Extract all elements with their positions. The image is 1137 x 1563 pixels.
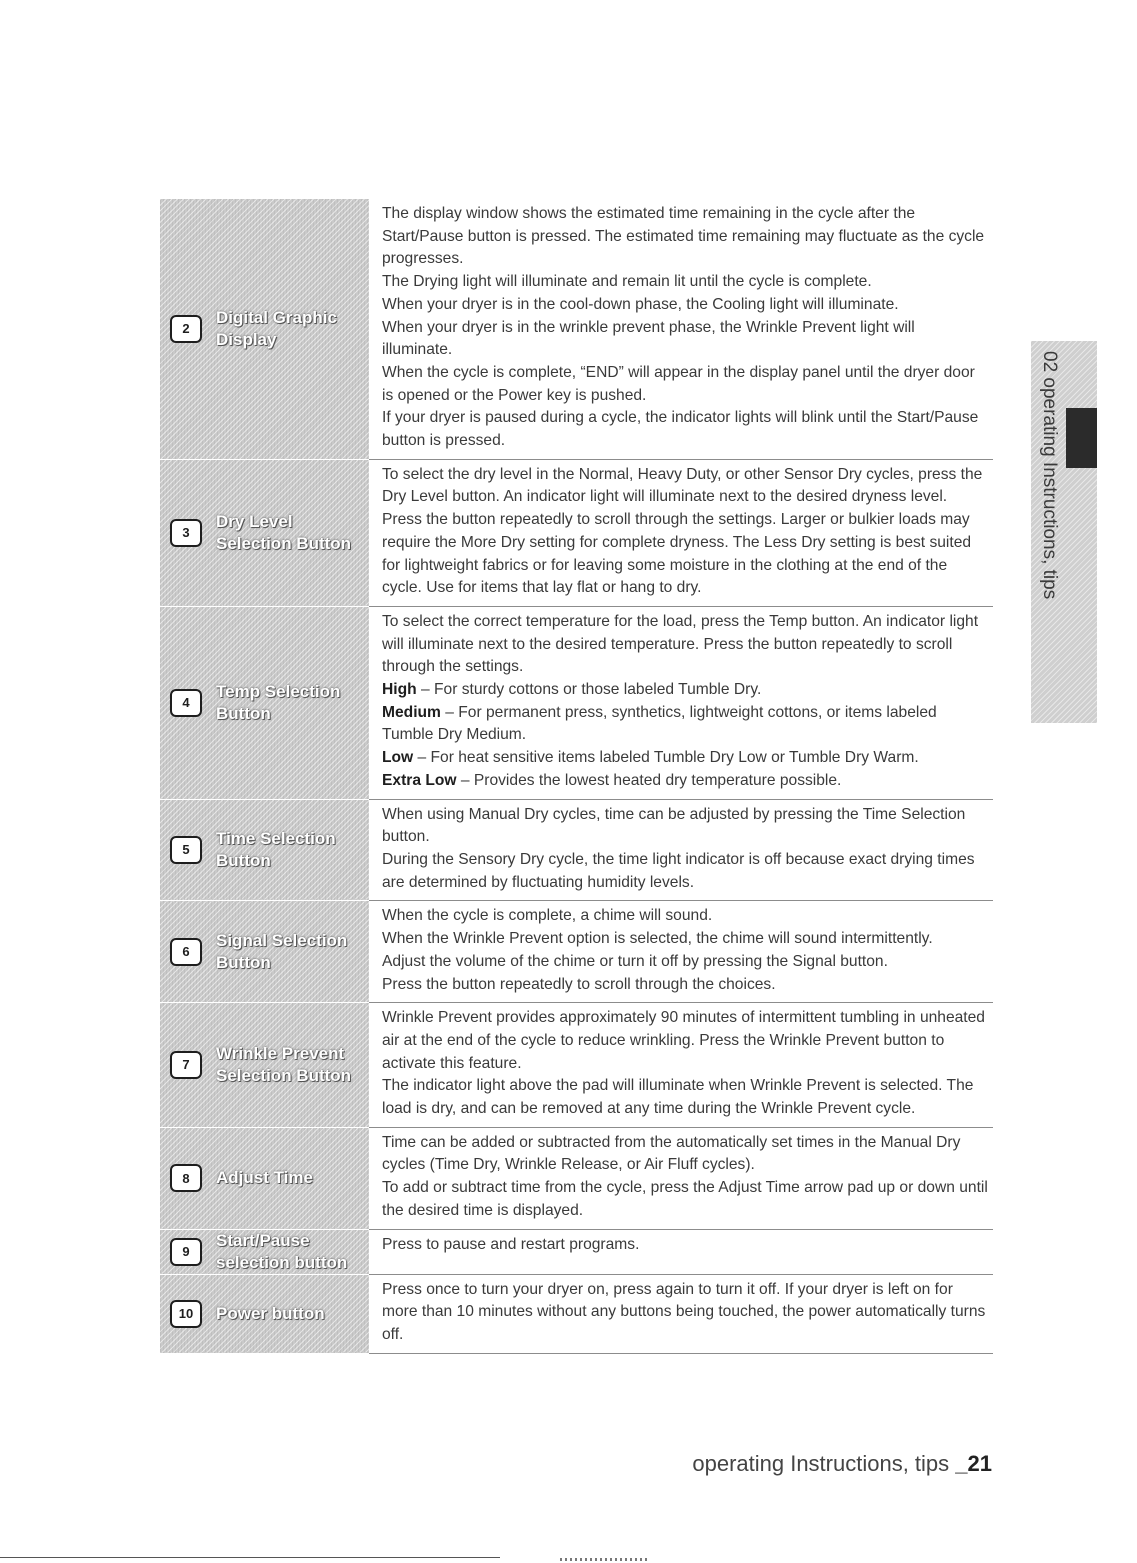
control-description — [369, 799, 993, 901]
control-label-cell — [160, 199, 369, 459]
control-title: Digital Graphic Display — [216, 307, 337, 349]
control-description — [369, 459, 993, 606]
table-row — [160, 799, 993, 901]
control-number-badge: 2 — [170, 315, 202, 343]
control-label — [160, 1230, 369, 1274]
description-paragraph — [382, 317, 989, 362]
paragraph-text: Press once to turn your dryer on, press again to turn it off. If your dryer is left on for more than 10 minutes without any buttons being touched, the power automatically turns off. — [382, 1280, 986, 1343]
paragraph-text: To add or subtract time from the cycle, press the Adjust Time arrow pad up or down until the desired time is displayed. — [382, 1179, 988, 1219]
description-paragraph — [382, 1177, 989, 1222]
paragraph-text: When using Manual Dry cycles, time can be adjusted by pressing the Time Selection button. — [382, 805, 966, 846]
table-row — [160, 459, 993, 606]
description-paragraph — [382, 747, 989, 770]
control-title: Start/Pause selection button — [216, 1230, 348, 1272]
paragraph-text: When the cycle is complete, “END” will appear in the display panel until the dryer door is opened or the Power key is pushed. — [382, 363, 975, 404]
control-title: Dry Level Selection Button — [216, 511, 352, 553]
control-label — [160, 1043, 369, 1087]
paragraph-text: Adjust the volume of the chime or turn it off by pressing the Signal button. — [382, 952, 888, 970]
paragraph-text: When your dryer is in the cool-down phase, the Cooling light will illuminate. — [382, 295, 899, 313]
control-label — [160, 1164, 369, 1192]
control-label — [160, 828, 369, 872]
chapter-side-tab — [1031, 341, 1097, 723]
control-label-cell — [160, 1003, 369, 1128]
description-paragraph — [382, 770, 989, 793]
paragraph-text: Press to pause and restart programs. — [382, 1235, 640, 1253]
description-paragraph — [382, 407, 989, 452]
paragraph-text: – For heat sensitive items labeled Tumble Dry Low or Tumble Dry Warm. — [413, 749, 919, 767]
table-row — [160, 606, 993, 799]
paragraph-text: When the Wrinkle Prevent option is selected, the chime will sound intermittently. — [382, 930, 933, 948]
paragraph-text: Press the button repeatedly to scroll through the choices. — [382, 975, 776, 993]
setting-name: Medium — [382, 703, 441, 721]
control-description — [369, 1127, 993, 1229]
description-paragraph — [382, 679, 989, 702]
control-title: Adjust Time — [216, 1168, 313, 1188]
description-paragraph — [382, 271, 989, 294]
paragraph-text: When the cycle is complete, a chime will sound. — [382, 907, 713, 925]
table-row — [160, 1127, 993, 1229]
setting-name: High — [382, 681, 417, 699]
control-label — [160, 1300, 369, 1328]
description-paragraph — [382, 464, 989, 600]
table-body — [160, 199, 993, 1353]
paragraph-text: If your dryer is paused during a cycle, the indicator lights will blink until the Start/Pause button is pressed. — [382, 409, 979, 450]
bottom-print-marks — [560, 1558, 650, 1561]
description-paragraph — [382, 1234, 989, 1257]
paragraph-text: During the Sensory Dry cycle, the time light indicator is off because exact drying times are determined by fluctuating humidity levels. — [382, 850, 975, 891]
controls-description-table — [160, 199, 993, 1354]
paragraph-text: When your dryer is in the wrinkle prevent phase, the Wrinkle Prevent light will illuminate. — [382, 318, 915, 359]
control-label-cell — [160, 1127, 369, 1229]
table-row — [160, 901, 993, 1003]
description-paragraph — [382, 362, 989, 407]
control-description — [369, 901, 993, 1003]
paragraph-text: Wrinkle Prevent provides approximately 90 minutes of intermittent tumbling in unheated air at the end of the cycle to reduce wrinkling. Press the Wrinkle Prevent button to activate this feature. — [382, 1009, 985, 1072]
control-number-badge: 5 — [170, 836, 202, 864]
table-row — [160, 199, 993, 459]
control-label-cell — [160, 901, 369, 1003]
control-title: Wrinkle Prevent Selection Button — [216, 1043, 352, 1085]
control-label-cell — [160, 459, 369, 606]
control-title: Temp Selection Button — [216, 681, 341, 723]
control-label-cell — [160, 606, 369, 799]
control-title: Power button — [216, 1303, 325, 1323]
control-label — [160, 511, 369, 555]
description-paragraph — [382, 928, 989, 951]
paragraph-text: The Drying light will illuminate and remain lit until the cycle is complete. — [382, 273, 872, 291]
description-paragraph — [382, 294, 989, 317]
control-description — [369, 1003, 993, 1128]
paragraph-text: – Provides the lowest heated dry temperature possible. — [456, 771, 842, 789]
control-number-badge: 3 — [170, 519, 202, 547]
page-footer — [692, 1451, 992, 1477]
control-label — [160, 307, 369, 351]
control-label-cell — [160, 1274, 369, 1353]
table-row — [160, 1003, 993, 1128]
footer-section-title: operating Instructions, tips — [692, 1451, 956, 1476]
paragraph-text: The indicator light above the pad will illuminate when Wrinkle Prevent is selected. The load is dry, and can be removed at any time during the Wrinkle Prevent cycle. — [382, 1077, 974, 1118]
control-label-cell — [160, 1229, 369, 1274]
control-number-badge: 9 — [170, 1238, 202, 1266]
control-number-badge: 4 — [170, 689, 202, 717]
page-number: _21 — [955, 1451, 992, 1476]
control-description — [369, 1274, 993, 1353]
description-paragraph — [382, 804, 989, 849]
description-paragraph — [382, 611, 989, 679]
table-row — [160, 1229, 993, 1274]
paragraph-text: – For permanent press, synthetics, lightweight cottons, or items labeled Tumble Dry Medium. — [382, 703, 937, 744]
description-paragraph — [382, 1007, 989, 1075]
control-label-cell — [160, 799, 369, 901]
setting-name: Extra Low — [382, 771, 457, 789]
description-paragraph — [382, 951, 989, 974]
description-paragraph — [382, 1075, 989, 1120]
control-label — [160, 930, 369, 974]
chapter-tab-marker — [1066, 408, 1097, 468]
description-paragraph — [382, 849, 989, 894]
description-paragraph — [382, 203, 989, 271]
paragraph-text: The display window shows the estimated time remaining in the cycle after the Start/Pause button is pressed. The estimated time remaining may fluctuate as the cycle progresses. — [382, 205, 985, 268]
description-paragraph — [382, 1279, 989, 1347]
control-number-badge: 10 — [170, 1300, 202, 1328]
control-description — [369, 199, 993, 459]
control-title: Time Selection Button — [216, 828, 336, 870]
control-number-badge: 8 — [170, 1164, 202, 1192]
control-title: Signal Selection Button — [216, 930, 348, 972]
bottom-rule — [0, 1557, 500, 1558]
paragraph-text: To select the correct temperature for the load, press the Temp button. An indicator light will illuminate next to the desired temperature. Press the button repeatedly to scroll through the settings. — [382, 612, 979, 676]
description-paragraph — [382, 1132, 989, 1177]
setting-name: Low — [382, 749, 414, 767]
control-description — [369, 1229, 993, 1274]
description-paragraph — [382, 905, 989, 928]
chapter-tab-label: 02 operating Instructions, tips — [1039, 351, 1060, 600]
description-paragraph — [382, 974, 989, 997]
control-description — [369, 606, 993, 799]
description-paragraph — [382, 702, 989, 747]
paragraph-text: – For sturdy cottons or those labeled Tumble Dry. — [416, 681, 762, 699]
paragraph-text: Time can be added or subtracted from the automatically set times in the Manual Dry cycles (Time Dry, Wrinkle Release, or Air Fluff cycles). — [382, 1133, 961, 1174]
control-label — [160, 681, 369, 725]
table-row — [160, 1274, 993, 1353]
paragraph-text: To select the dry level in the Normal, Heavy Duty, or other Sensor Dry cycles, press the Dry Level button. An indicator light will illuminate next to the desired dryness level. Press the button repeatedly to scroll through the settings. Larger or bulkier loads may require the More Dry setting for complete dryness. The Less Dry setting is best suited for lightweight fabrics or for leaving some moisture in the clothing at the end of the cycle. Use for items that lay flat or hang to dry. — [382, 465, 983, 597]
control-number-badge: 6 — [170, 938, 202, 966]
control-number-badge: 7 — [170, 1051, 202, 1079]
